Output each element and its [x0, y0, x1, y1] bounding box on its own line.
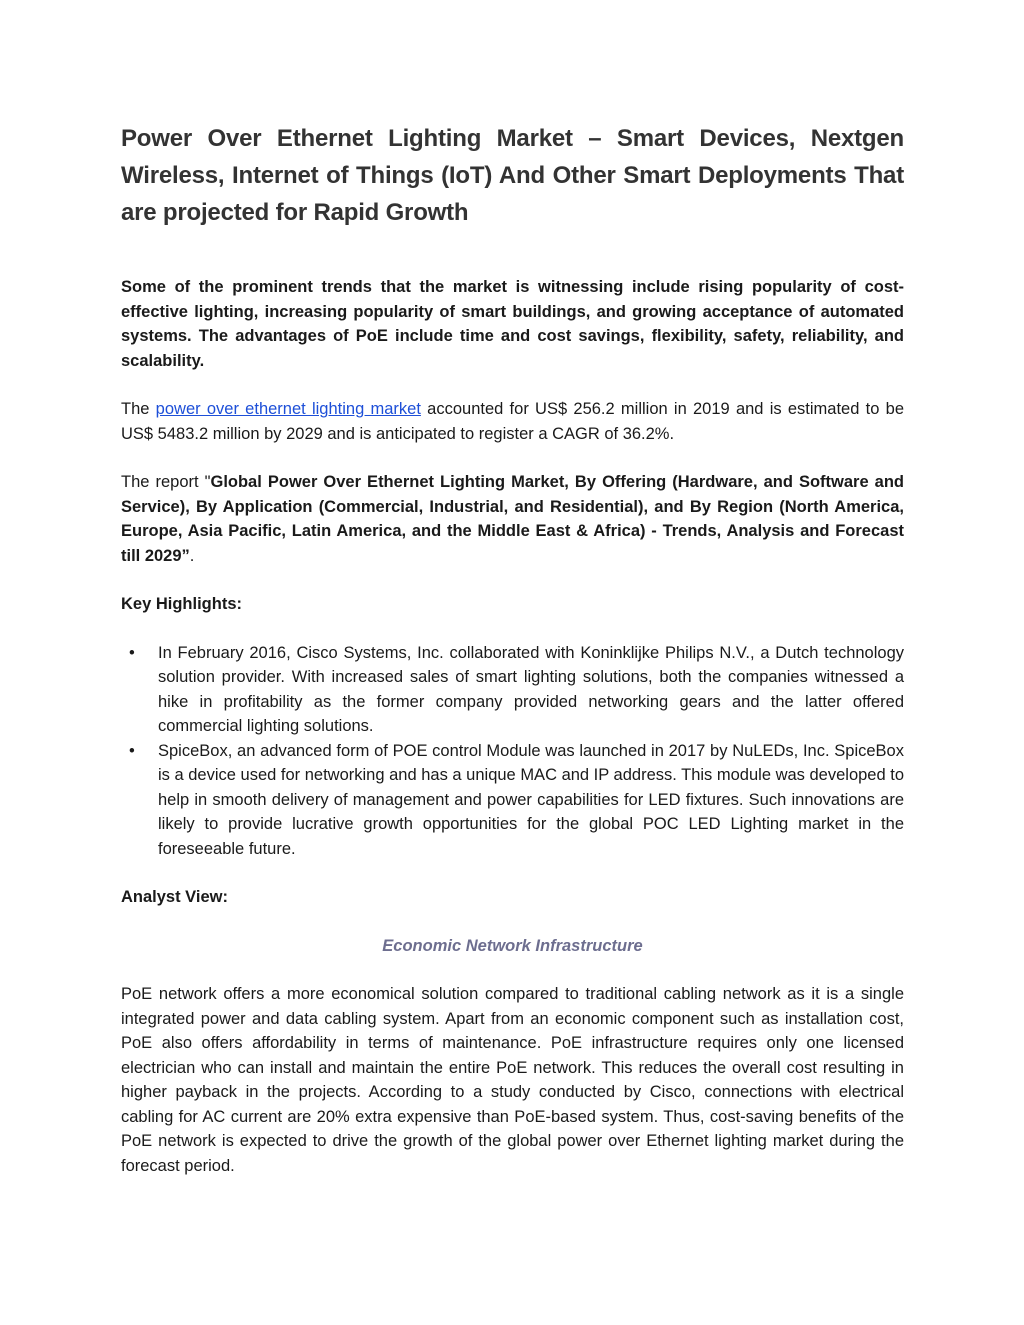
report-prefix: The report ": [121, 473, 211, 491]
list-item: [121, 739, 904, 862]
bullet-icon: •: [129, 643, 135, 662]
body-paragraph: PoE network offers a more economical solution compared to traditional cabling network as it is a single integrated power and data cabling system. Apart from an economic component such as installation cost, PoE also offers affordability in terms of maintenance. PoE infrastructure requires only one licensed electrician who can install and maintain the entire PoE network. This reduces the overall cost resulting in higher payback in the projects. According to a study conducted by Cisco, connections with electrical cabling for AC current are 20% extra expensive than PoE-based system. Thus, cost-saving benefits of the PoE network is expected to drive the growth of the global power over Ethernet lighting market during the forecast period.: [121, 985, 904, 1175]
market-prefix: The: [121, 400, 156, 418]
list-item: [121, 641, 904, 739]
analyst-view-heading: Analyst View:: [121, 888, 228, 906]
list-item-text: In February 2016, Cisco Systems, Inc. collaborated with Koninklijke Philips N.V., a Dutch technology solution provider. With increased sales of smart lighting solutions, both the companies witnessed a hike in profitability as the former company provided networking gears and the latter offered commercial lighting solutions.: [158, 643, 904, 735]
document-page: [121, 120, 904, 1178]
report-title: Global Power Over Ethernet Lighting Market, By Offering (Hardware, and Software and Service), By Application (Commercial, Industrial, and Residential), and By Region (North America, Europe, Asia Pacific, Latin America, and the Middle East & Africa) - Trends, Analysis and Forecast till 2029”: [121, 473, 905, 565]
market-paragraph: [121, 397, 904, 446]
report-paragraph: [121, 470, 904, 568]
report-suffix: .: [189, 546, 195, 565]
key-highlights-heading: Key Highlights:: [121, 595, 243, 613]
market-suffix: accounted for US$ 256.2 million in 2019 and is estimated to be US$ 5483.2 million by 2029 and is anticipated to register a CAGR of 36.2%.: [121, 400, 904, 443]
page-title: Power Over Ethernet Lighting Market – Smart Devices, Nextgen Wireless, Internet of Things (IoT) And Other Smart Deployments That are projected for Rapid Growth: [121, 125, 904, 226]
highlights-list: [121, 641, 904, 862]
list-item-text: SpiceBox, an advanced form of POE control Module was launched in 2017 by NuLEDs, Inc. SpiceBox is a device used for networking and has a unique MAC and IP address. This module was developed to help in smooth delivery of management and power capabilities for LED fixtures. Such innovations are likely to provide lucrative growth opportunities for the global POC LED Lighting market in the foreseeable future.: [158, 741, 905, 858]
bullet-icon: •: [129, 741, 135, 760]
lead-paragraph: Some of the prominent trends that the market is witnessing include rising popularity of cost-effective lighting, increasing popularity of smart buildings, and growing acceptance of automated systems. The advantages of PoE include time and cost savings, flexibility, safety, reliability, and scalability.: [121, 278, 904, 370]
market-link[interactable]: power over ethernet lighting market: [155, 400, 421, 418]
section-subtitle: Economic Network Infrastructure: [382, 936, 643, 955]
